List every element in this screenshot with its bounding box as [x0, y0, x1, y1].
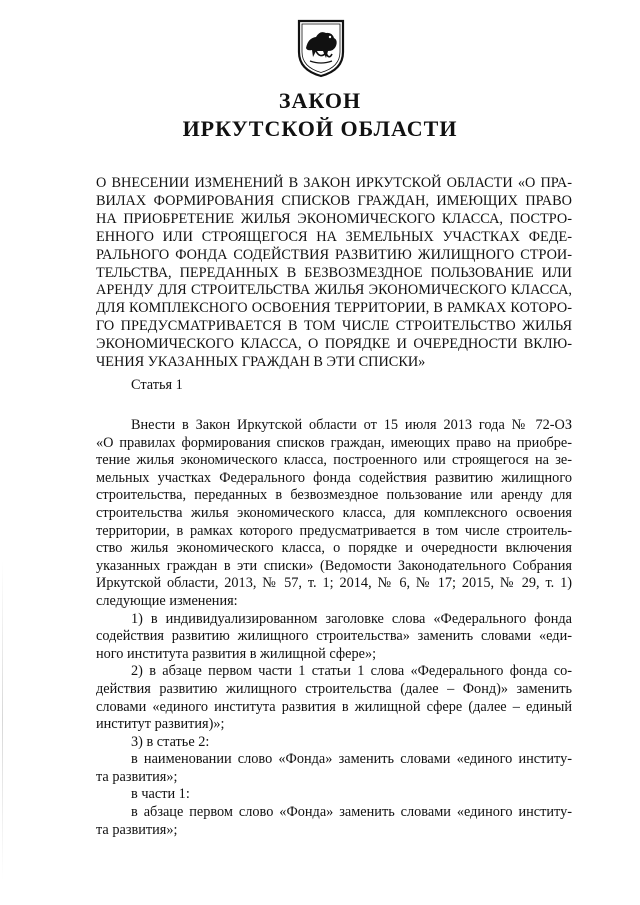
- heading-line: АРЕНДУ ДЛЯ СТРОИТЕЛЬСТВА ЖИЛЬЯ ЭКОНОМИЧЕСКОГО КЛАССА,: [96, 282, 572, 299]
- body-line: в части 1:: [131, 786, 190, 803]
- body-line: строительства, переданных в безвозмездное пользование или аренду для: [96, 487, 572, 504]
- body-line: 1) в индивидуализированном заголовке слова «Федерального фонда: [131, 610, 572, 627]
- heading-line: ГО ПРЕДУСМАТРИВАЕТСЯ В ТОМ ЧИСЛЕ СТРОИТЕЛЬСТВО ЖИЛЬЯ: [96, 318, 572, 335]
- body-line: строительства жилья экономического класса, для комплексного освоения: [96, 504, 572, 521]
- heading-line: ДЛЯ КОМПЛЕКСНОГО ОСВОЕНИЯ ТЕРРИТОРИИ, В РАМКАХ КОТОРО-: [96, 300, 572, 317]
- irkutsk-coat-of-arms-icon: [296, 18, 346, 78]
- heading-line: ТЕЛЬСТВА, ПЕРЕДАННЫХ В БЕЗВОЗМЕЗДНОЕ ПОЛЬЗОВАНИЕ ИЛИ: [96, 264, 572, 281]
- article-title: Статья 1: [131, 377, 183, 393]
- body-line: институт развития)»;: [96, 716, 225, 733]
- heading-line: ВИЛАХ ФОРМИРОВАНИЯ СПИСКОВ ГРАЖДАН, ИМЕЮЩИХ ПРАВО: [96, 192, 572, 209]
- body-line: действия развитию жилищного строительства (далее – Фонд)» заменить: [96, 680, 572, 697]
- law-heading: [96, 175, 572, 372]
- heading-line: ЭКОНОМИЧЕСКОГО КЛАССА, О ПОРЯДКЕ И ОЧЕРЕДНОСТИ ВКЛЮ-: [96, 336, 572, 353]
- body-line: тение жилья экономического класса, построенного или строящегося на зе-: [96, 452, 572, 469]
- scan-edge-shadow: [2, 560, 3, 880]
- body-line: та развития»;: [96, 821, 178, 838]
- body-line: содействия развитию жилищного строительства» заменить словами «еди-: [96, 628, 572, 645]
- body-line: в абзаце первом слово «Фонда» заменить словами «единого институ-: [131, 804, 572, 821]
- body-line: 2) в абзаце первом части 1 статьи 1 слова «Федерального фонда со-: [131, 663, 572, 680]
- heading-line: НА ПРИОБРЕТЕНИЕ ЖИЛЬЯ ЭКОНОМИЧЕСКОГО КЛАССА, ПОСТРО-: [96, 210, 572, 227]
- heading-line: РАЛЬНОГО ФОНДА СОДЕЙСТВИЯ РАЗВИТИЮ ЖИЛИЩНОГО СТРОИ-: [96, 246, 572, 263]
- heading-line: ЕННОГО ИЛИ СТРОЯЩЕГОСЯ НА ЗЕМЕЛЬНЫХ УЧАСТКАХ ФЕДЕ-: [96, 228, 572, 245]
- article-body: [96, 417, 572, 839]
- body-line: ного института развития в жилищной сфере»;: [96, 645, 377, 662]
- body-line: территории, в рамках которого предусматривается в том числе строитель-: [96, 522, 572, 539]
- body-line: следующие изменения:: [96, 592, 238, 609]
- body-line: в наименовании слово «Фонда» заменить словами «единого институ-: [131, 751, 572, 768]
- body-line: словами «единого института развития в жилищной сфере (далее – единый: [96, 698, 572, 715]
- body-line: «О правилах формирования списков граждан, имеющих право на приобре-: [96, 434, 572, 451]
- heading-line: О ВНЕСЕНИИ ИЗМЕНЕНИЙ В ЗАКОН ИРКУТСКОЙ ОБЛАСТИ «О ПРА-: [96, 175, 572, 191]
- body-line: Иркутской области, 2013, № 57, т. 1; 2014, № 6, № 17; 2015, № 29, т. 1): [96, 575, 572, 592]
- heading-line: ЧЕНИЯ УКАЗАННЫХ ГРАЖДАН В ЭТИ СПИСКИ»: [96, 354, 426, 371]
- law-title: ЗАКОН: [278, 88, 362, 113]
- region-title: ИРКУТСКОЙ ОБЛАСТИ: [182, 116, 458, 141]
- body-line: ство жилья экономического класса, о порядке и очередности включения: [96, 540, 572, 557]
- body-line: 3) в статье 2:: [131, 733, 210, 750]
- body-line: Внести в Закон Иркутской области от 15 июля 2013 года № 72-ОЗ: [131, 417, 572, 433]
- body-line: указанных граждан в эти списки» (Ведомости Законодательного Собрания: [96, 557, 572, 574]
- body-line: та развития»;: [96, 768, 178, 785]
- body-line: мельных участках Федерального фонда содействия развитию жилищного: [96, 469, 572, 486]
